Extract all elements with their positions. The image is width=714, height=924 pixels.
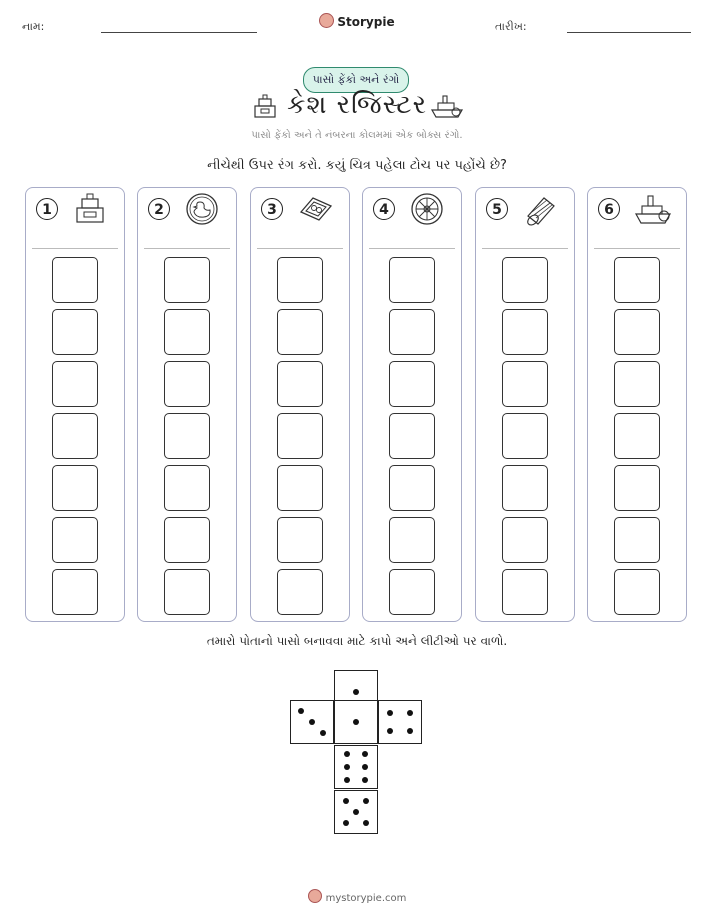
footer <box>0 889 714 904</box>
color-box[interactable] <box>502 569 548 615</box>
color-box[interactable] <box>389 257 435 303</box>
die-pip <box>298 708 304 714</box>
color-box[interactable] <box>389 361 435 407</box>
die-face <box>334 790 378 834</box>
color-box[interactable] <box>502 517 548 563</box>
color-box[interactable] <box>52 361 98 407</box>
color-box[interactable] <box>277 361 323 407</box>
die-pip <box>387 728 393 734</box>
column-2 <box>137 187 237 622</box>
die-pip <box>343 798 349 804</box>
name-line <box>101 32 257 33</box>
color-box[interactable] <box>164 517 210 563</box>
die-pip <box>344 777 350 783</box>
color-box[interactable] <box>52 413 98 459</box>
die-face <box>378 700 422 744</box>
column-number: 1 <box>36 198 58 220</box>
color-box[interactable] <box>614 309 660 355</box>
wheel-coin-icon <box>409 192 447 232</box>
color-box[interactable] <box>52 309 98 355</box>
die-face <box>290 700 334 744</box>
color-box[interactable] <box>614 257 660 303</box>
color-box[interactable] <box>389 569 435 615</box>
color-box[interactable] <box>502 309 548 355</box>
column-5 <box>475 187 575 622</box>
color-box[interactable] <box>164 569 210 615</box>
color-box[interactable] <box>164 309 210 355</box>
color-box[interactable] <box>614 465 660 511</box>
color-box[interactable] <box>52 517 98 563</box>
footer-url: mystorypie.com <box>325 893 407 904</box>
column-divider <box>144 248 230 249</box>
color-box[interactable] <box>52 569 98 615</box>
die-pip <box>407 728 413 734</box>
column-number: 5 <box>486 198 508 220</box>
die-face <box>334 700 378 744</box>
die-face <box>334 745 378 789</box>
color-box[interactable] <box>502 257 548 303</box>
steamboat-icon <box>634 192 672 232</box>
die-pip <box>320 730 326 736</box>
color-box[interactable] <box>389 413 435 459</box>
date-line <box>567 32 691 33</box>
subtitle: પાસો ફેંકો અને તે નંબરના કોલમમાં એક બોક્સ રંગો. <box>251 130 463 141</box>
money-tray-icon <box>297 192 335 232</box>
color-box[interactable] <box>277 309 323 355</box>
color-box[interactable] <box>164 413 210 459</box>
column-divider <box>594 248 680 249</box>
color-box[interactable] <box>389 309 435 355</box>
color-box[interactable] <box>277 569 323 615</box>
column-divider <box>369 248 455 249</box>
die-pip <box>362 777 368 783</box>
color-box[interactable] <box>164 361 210 407</box>
instruction-text: તમારો પોતાનો પાસો બનાવવા માટે કાપો અને લીટીઓ પર વાળો. <box>206 634 508 648</box>
color-box[interactable] <box>389 465 435 511</box>
column-divider <box>257 248 343 249</box>
die-pip <box>363 820 369 826</box>
coin-roll-icon <box>522 192 560 232</box>
color-box[interactable] <box>502 465 548 511</box>
column-3 <box>250 187 350 622</box>
bear-icon <box>319 13 334 28</box>
color-box[interactable] <box>502 413 548 459</box>
die-pip <box>362 764 368 770</box>
column-6 <box>587 187 687 622</box>
column-4 <box>362 187 462 622</box>
column-divider <box>32 248 118 249</box>
die-pip <box>363 798 369 804</box>
color-box[interactable] <box>277 257 323 303</box>
brand-text: Storypie <box>337 15 395 29</box>
steamboat-icon <box>430 94 464 120</box>
activity-pill: પાસો ફેંકો અને રંગો <box>303 67 409 93</box>
color-box[interactable] <box>614 413 660 459</box>
die-pip <box>407 710 413 716</box>
die-pip <box>343 820 349 826</box>
color-box[interactable] <box>277 465 323 511</box>
column-number: 4 <box>373 198 395 220</box>
die-pip <box>344 764 350 770</box>
color-box[interactable] <box>389 517 435 563</box>
page-title: કેશ રજિસ્ટર <box>286 90 428 120</box>
question-text: નીચેથી ઉપર રંગ કરો. કયું ચિત્ર પહેલા ટોચ પર પહોંચે છે? <box>207 158 507 173</box>
column-divider <box>482 248 568 249</box>
die-pip <box>387 710 393 716</box>
brand-logo <box>0 13 714 29</box>
duck-coin-icon <box>184 192 222 232</box>
color-box[interactable] <box>502 361 548 407</box>
color-box[interactable] <box>277 517 323 563</box>
cash-register-icon <box>72 192 110 232</box>
date-label: તારીખ: <box>495 20 527 33</box>
color-box[interactable] <box>164 257 210 303</box>
column-1 <box>25 187 125 622</box>
color-box[interactable] <box>52 257 98 303</box>
die-pip <box>353 809 359 815</box>
column-number: 2 <box>148 198 170 220</box>
column-number: 6 <box>598 198 620 220</box>
name-label: નામ: <box>22 20 45 33</box>
die-pip <box>353 719 359 725</box>
bear-icon <box>308 889 322 903</box>
die-pip <box>362 751 368 757</box>
color-box[interactable] <box>164 465 210 511</box>
color-box[interactable] <box>614 361 660 407</box>
color-box[interactable] <box>277 413 323 459</box>
die-pip <box>309 719 315 725</box>
die-pip <box>344 751 350 757</box>
column-number: 3 <box>261 198 283 220</box>
color-box[interactable] <box>52 465 98 511</box>
color-box[interactable] <box>614 517 660 563</box>
die-pip <box>353 689 359 695</box>
color-box[interactable] <box>614 569 660 615</box>
